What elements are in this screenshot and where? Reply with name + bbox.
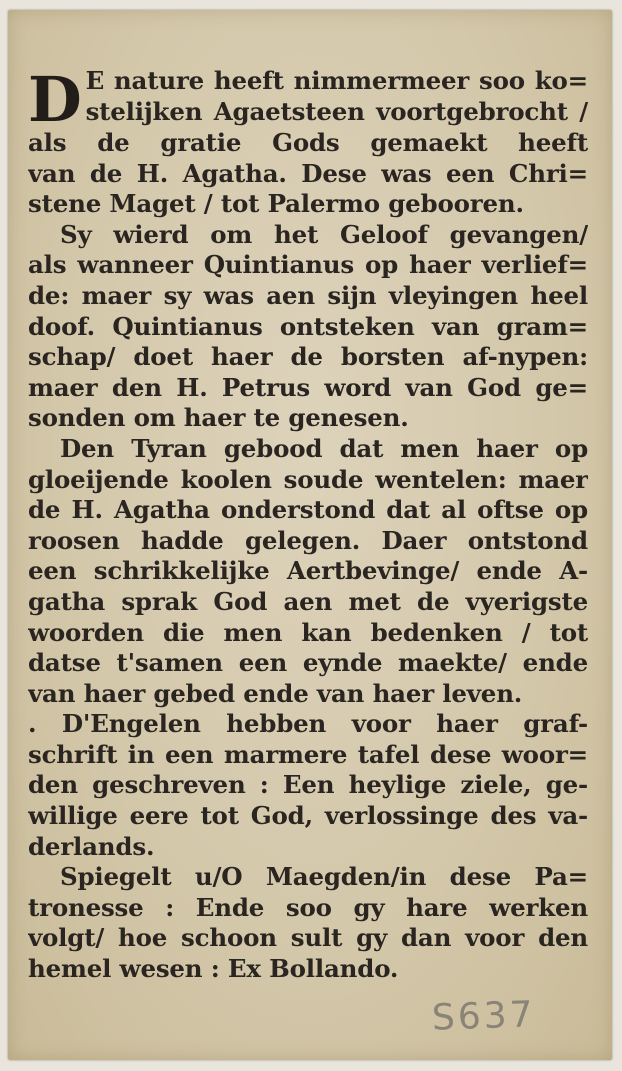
text-line: stene Maget / tot Palermo gebooren.	[28, 189, 524, 219]
text-line: gloeijende koolen soude wentelen: maer	[28, 464, 588, 494]
text-line: stelijken Agaetsteen voortgebrocht /	[85, 96, 588, 126]
text-line: doof. Quintianus ontsteken van gram=	[28, 311, 588, 341]
text-line: gatha sprak God aen met de vyerigste	[28, 586, 588, 616]
text-line: willige eere tot God, verlossinge des va-	[28, 801, 588, 831]
text-line: volgt/ hoe schoon sult gy dan voor den	[28, 923, 588, 953]
text-line: datse t'samen een eynde maekte/ ende	[28, 648, 588, 678]
text-line: E nature heeft nimmermeer soo ko=	[85, 66, 588, 95]
leaflet-text	[28, 63, 588, 985]
text-line: woorden die men kan bedenken / tot	[28, 617, 588, 647]
text-line: maer den H. Petrus word van God ge=	[28, 372, 588, 402]
paragraph-4	[28, 709, 588, 862]
text-line: . D'Engelen hebben voor haer graf-	[28, 709, 588, 739]
paragraph-5	[28, 862, 588, 984]
text-line: tronesse : Ende soo gy hare werken	[28, 892, 588, 922]
text-line: schap/ doet haer de borsten af-nypen:	[28, 342, 588, 372]
text-line: den geschreven : Een heylige ziele, ge-	[28, 770, 588, 800]
text-line: van de H. Agatha. Dese was een Chri=	[28, 158, 588, 188]
text-line: van haer gebed ende van haer leven.	[28, 678, 523, 708]
text-line: Den Tyran gebood dat men haer op	[60, 433, 588, 463]
text-line: als de gratie Gods gemaekt heeft	[28, 128, 588, 157]
text-line: hemel wesen : Ex Bollando.	[28, 954, 399, 984]
text-line: roosen hadde gelegen. Daer ontstond	[28, 525, 588, 555]
text-line: als wanneer Quintianus op haer verlief=	[28, 250, 588, 280]
paragraph-1	[28, 63, 588, 220]
text-line: sonden om haer te genesen.	[28, 403, 409, 433]
paragraph-3	[28, 434, 588, 709]
paragraph-2	[28, 220, 588, 434]
drop-cap: D	[28, 63, 82, 136]
text-line: Sy wierd om het Geloof gevangen/	[60, 219, 588, 249]
text-line: Spiegelt u/O Maegden/in dese Pa=	[60, 862, 588, 892]
text-line: de: maer sy was aen sijn vleyingen heel	[28, 280, 588, 310]
handwritten-inventory-number: S637	[431, 994, 537, 1039]
text-line: derlands.	[28, 831, 155, 861]
text-line: schrift in een marmere tafel dese woor=	[28, 739, 588, 769]
text-line: de H. Agatha onderstond dat al oftse op	[28, 495, 588, 525]
text-line: een schrikkelijke Aertbevinge/ ende A-	[28, 556, 588, 586]
